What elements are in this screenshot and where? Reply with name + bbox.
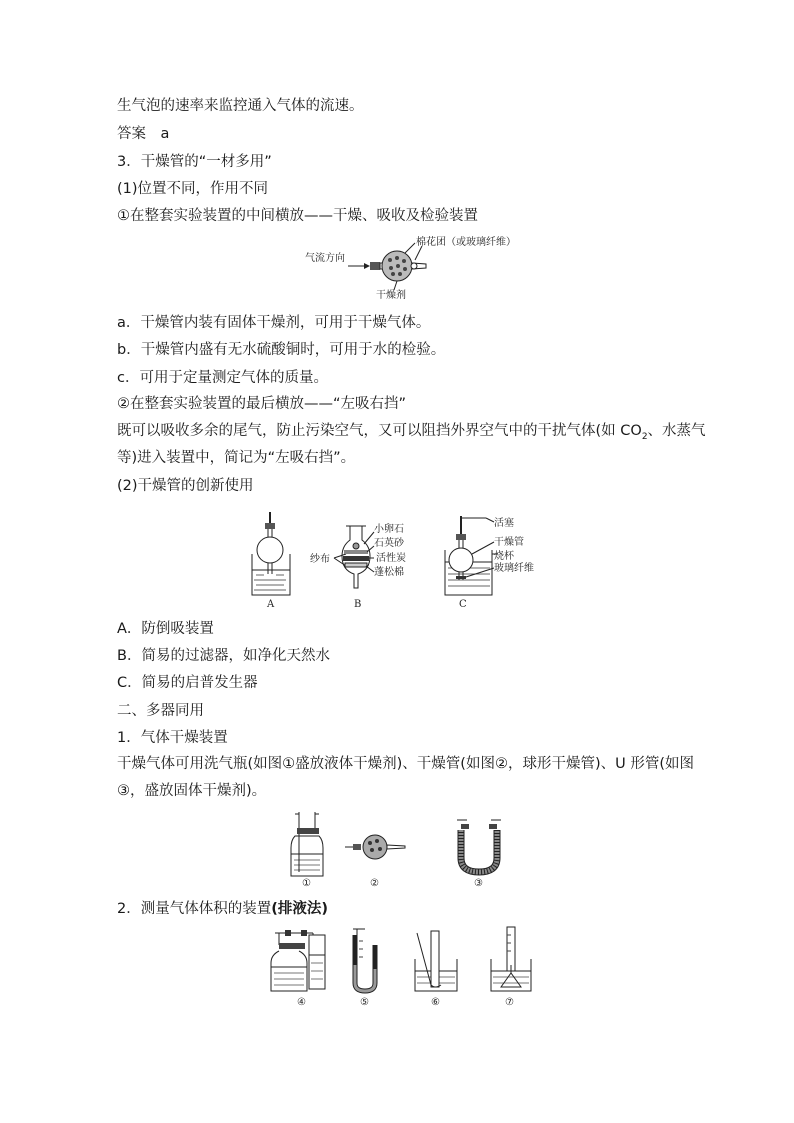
use-c: C．简易的启普发生器 [117,675,258,691]
paragraph-line-2: 等)进入装置中，简记为“左吸右挡”。 [117,450,356,466]
gas-volume-devices-figure [265,925,535,1010]
use-a: A．防倒吸装置 [117,621,214,637]
drying-devices-figure [285,810,515,890]
item-b: b．干燥管内盛有无水硫酸铜时，可用于水的检验。 [117,342,446,358]
caption-2: ② [370,878,379,889]
liquid-displacement-note: (排液法) [271,901,328,917]
apparatus-b [310,522,406,610]
caption-c: C [459,599,467,610]
para-text-b: 、水蒸气 [647,423,706,439]
valve-label: 活塞 [494,518,514,529]
drying-tube-horizontal-figure [300,232,530,304]
pebble-label: 小卵石 [374,524,404,535]
gas-volume-title: 2．测量气体体积的装置 [117,901,272,917]
para-text-a: 既可以吸收多余的尾气，防止污染空气，又可以阻挡外界空气中的干扰气体(如 CO [117,423,642,439]
item-1: ①在整套实验装置的中间横放——干燥、吸收及检验装置 [117,208,478,224]
caption-3: ③ [474,878,483,889]
fluff-label: 蓬松棉 [374,567,404,578]
device-5 [353,929,375,1008]
apparatus-c [445,516,534,610]
cotton-label: 棉花团（或玻璃纤维） [416,237,516,248]
tube-label: 干燥管 [494,537,524,548]
item-c: c．可用于定量测定气体的质量。 [117,370,328,386]
section-heading-two: 二、多器同用 [117,703,204,719]
subheading-gas-drying: 1．气体干燥装置 [117,730,228,746]
carbon-label: 活性炭 [376,553,406,564]
gauze-label: 纱布 [310,554,330,565]
bulb-drying-tube [345,835,405,889]
caption-4: ④ [297,997,306,1008]
caption-a: A [267,599,275,610]
text-line-1: 生气泡的速率来监控通入气体的流速。 [117,98,364,114]
paragraph-drying-1: 干燥气体可用洗气瓶(如图①盛放液体干燥剂)、干燥管(如图②，球形干燥管)、U 形管(如图 [117,756,695,772]
subheading-gas-volume [117,899,328,919]
co2-subscript: 2 [641,431,648,442]
caption-1: ① [302,878,311,889]
subheading-1: (1)位置不同，作用不同 [117,181,269,197]
paragraph-line-1 [117,421,706,447]
item-2: ②在整套实验装置的最后横放——“左吸右挡” [117,396,407,412]
paragraph-drying-2: ③，盛放固体干燥剂)。 [117,783,267,799]
subheading-2: (2)干燥管的创新使用 [117,478,254,494]
caption-5: ⑤ [360,997,369,1008]
section-heading-3: 3．干燥管的“一材多用” [117,154,272,170]
apparatus-a [252,512,290,610]
u-tube [457,820,501,889]
flow-direction-label: 气流方向 [305,253,345,264]
device-7 [491,927,531,1008]
beaker-label: 烧杯 [494,551,514,562]
sand-label: 石英砂 [374,538,404,549]
device-6 [415,931,457,1008]
item-a: a．干燥管内装有固体干燥剂，可用于干燥气体。 [117,315,431,331]
fiber-label: 玻璃纤维 [494,563,534,574]
answer-line: 答案 a [117,126,170,142]
device-4 [271,930,325,1008]
caption-6: ⑥ [431,997,440,1008]
use-b: B．简易的过滤器，如净化天然水 [117,648,330,664]
caption-b: B [354,599,362,610]
desiccant-label: 干燥剂 [376,290,406,301]
caption-7: ⑦ [505,997,514,1008]
drying-tube-innovative-uses-figure [250,510,550,610]
gas-washing-bottle [291,812,323,889]
